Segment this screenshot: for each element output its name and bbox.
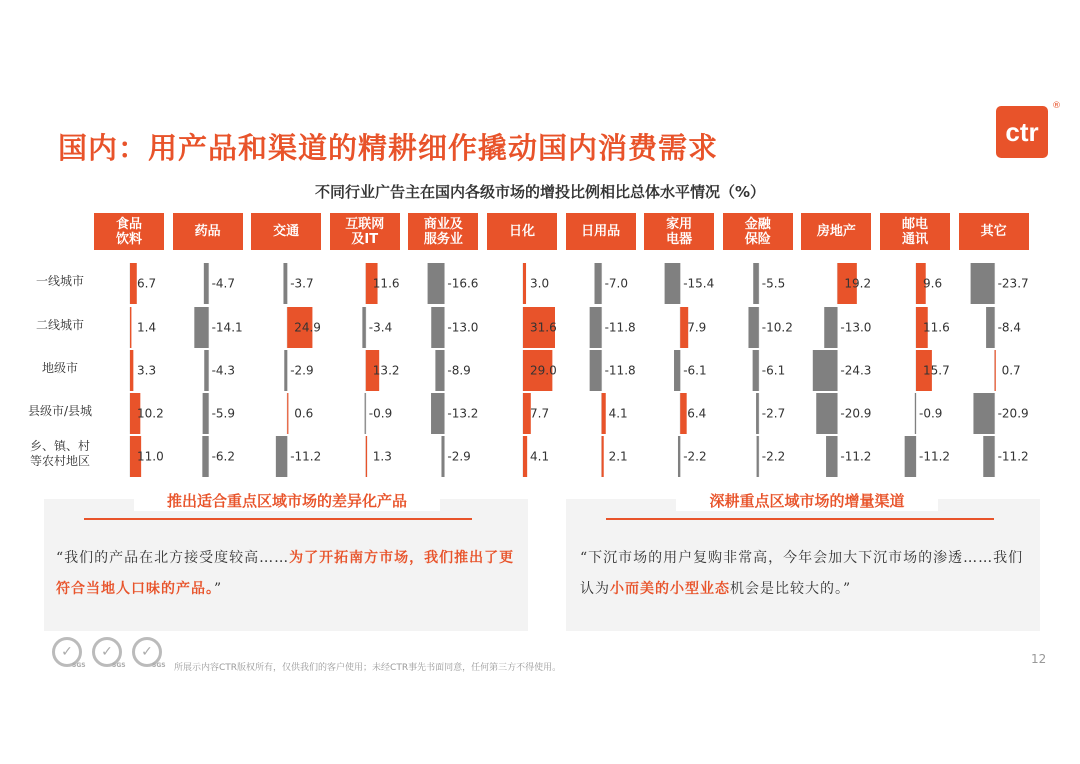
value-label: -6.1 [761, 363, 786, 378]
value-label: -2.7 [761, 406, 786, 421]
value-label: -7.0 [604, 276, 629, 291]
value-label: -11.8 [604, 363, 636, 378]
bar [813, 350, 838, 391]
bar [824, 307, 837, 348]
bar [428, 263, 445, 304]
value-label: -20.9 [840, 406, 872, 421]
value-label: 3.0 [530, 276, 550, 291]
bar [203, 393, 209, 434]
bar [283, 263, 287, 304]
sgs-seal-icon: ✓ [132, 637, 162, 667]
right-quote-highlight: 小而美的小型业态 [610, 581, 730, 597]
ctr-logo: ctr [996, 106, 1048, 158]
value-label: -10.2 [761, 320, 793, 335]
value-label: 11.0 [137, 449, 164, 464]
value-label: 7.7 [530, 406, 550, 421]
right-panel-title: 深耕重点区域市场的增量渠道 [676, 490, 938, 511]
bar [287, 393, 288, 434]
sgs-seal-label: SGS [152, 662, 166, 669]
value-label: -4.7 [211, 276, 236, 291]
page-number: 12 [1031, 652, 1047, 666]
value-label: -14.1 [211, 320, 243, 335]
category-label: 交通 [273, 224, 300, 239]
bar [756, 393, 759, 434]
value-label: 0.6 [294, 406, 314, 421]
bar [753, 350, 759, 391]
page-title: 国内：用产品和渠道的精耕细作撬动国内消费需求 [58, 131, 719, 165]
row-label: 一线城市 [35, 274, 84, 288]
bar [130, 350, 133, 391]
value-label: 19.2 [844, 276, 872, 291]
left-panel-underline [84, 518, 472, 520]
category-label: 食品 饮料 [115, 216, 142, 247]
value-label: -3.4 [368, 320, 393, 335]
category-label: 日化 [508, 224, 535, 239]
category-label: 药品 [194, 224, 221, 239]
left-quote-highlight: 为了开拓南方市场，我们推出了更符合当地人口味的产品。 [56, 550, 515, 597]
bar [284, 350, 287, 391]
value-label: -11.2 [290, 449, 322, 464]
value-label: 0.7 [1001, 363, 1021, 378]
value-label: -16.6 [447, 276, 479, 291]
value-label: -0.9 [919, 406, 943, 421]
bar [602, 393, 606, 434]
category-label: 邮电 通讯 [901, 216, 928, 247]
value-label: 4.1 [530, 449, 550, 464]
bar [590, 350, 602, 391]
value-label: -3.7 [290, 276, 314, 291]
value-label: -8.4 [997, 320, 1022, 335]
chart-title: 不同行业广告主在国内各级市场的增投比例相比总体水平情况（%） [314, 183, 766, 201]
value-label: 3.3 [137, 363, 157, 378]
value-label: 24.9 [294, 320, 321, 335]
value-label: 1.4 [137, 320, 157, 335]
value-label: 15.7 [923, 363, 950, 378]
bar [680, 393, 686, 434]
bar [431, 307, 444, 348]
value-label: 29.0 [530, 363, 557, 378]
bar [971, 263, 995, 304]
bar [674, 350, 680, 391]
value-label: -13.2 [447, 406, 479, 421]
left-quote-end: ” [214, 581, 223, 597]
category-label: 房地产 [816, 224, 856, 239]
value-label: -13.0 [447, 320, 479, 335]
bar [748, 307, 758, 348]
value-label: 31.6 [530, 320, 557, 335]
value-label: -20.9 [997, 406, 1029, 421]
bar [973, 393, 994, 434]
value-label: 4.1 [608, 406, 628, 421]
bar [678, 436, 680, 477]
value-label: -5.5 [761, 276, 786, 291]
category-label: 日用品 [581, 224, 621, 239]
category-label: 家用 电器 [666, 216, 693, 247]
value-label: 10.2 [137, 406, 164, 421]
bar [983, 436, 994, 477]
left-panel-title: 推出适合重点区域市场的差异化产品 [134, 490, 440, 511]
bar [595, 263, 602, 304]
right-quote-text: “下沉市场的用户复购非常高，今年会加大下沉市场的渗透……我们认为 [580, 550, 1024, 597]
bar [441, 436, 444, 477]
value-label: -11.8 [604, 320, 636, 335]
value-label: -24.3 [840, 363, 872, 378]
value-label: -2.2 [761, 449, 786, 464]
sgs-seal-label: SGS [112, 662, 126, 669]
value-label: -0.9 [368, 406, 393, 421]
bar [523, 263, 526, 304]
bar [204, 263, 209, 304]
sgs-seal-label: SGS [72, 662, 86, 669]
bar [995, 350, 996, 391]
bar [194, 307, 208, 348]
bar [665, 263, 681, 304]
bar [753, 263, 759, 304]
right-panel-underline [606, 518, 994, 520]
value-label: -2.9 [447, 449, 471, 464]
bar [130, 263, 137, 304]
bar [915, 393, 916, 434]
category-label: 金融 保险 [744, 216, 771, 247]
right-quote [580, 543, 1032, 605]
bar [204, 350, 208, 391]
value-label: -15.4 [683, 276, 715, 291]
value-label: 9.6 [923, 276, 943, 291]
value-label: -13.0 [840, 320, 872, 335]
category-label: 商业及 服务业 [423, 216, 463, 247]
row-label: 县级市/县城 [27, 404, 93, 418]
left-quote-text: “我们的产品在北方接受度较高…… [56, 550, 290, 566]
value-label: 11.6 [923, 320, 950, 335]
value-label: -2.2 [683, 449, 707, 464]
value-label: -6.1 [683, 363, 707, 378]
bar [435, 350, 444, 391]
row-label: 二线城市 [35, 318, 84, 332]
bar [366, 436, 367, 477]
right-quote-end: 机会是比较大的。” [730, 581, 852, 597]
copyright-footer: 所展示内容CTR版权所有，仅供我们的客户使用；未经CTR事先书面同意，任何第三方不得使用。 [174, 663, 562, 673]
value-label: -8.9 [447, 363, 471, 378]
bar [602, 436, 604, 477]
bar [130, 307, 131, 348]
value-label: 7.9 [687, 320, 707, 335]
bar [276, 436, 287, 477]
registered-mark: ® [1052, 101, 1061, 111]
value-label: -4.3 [211, 363, 236, 378]
row-label: 乡、镇、村 等农村地区 [29, 439, 90, 468]
bar [757, 436, 759, 477]
value-label: 1.3 [372, 449, 392, 464]
value-label: 11.6 [372, 276, 400, 291]
category-label: 互联网 及IT [345, 216, 385, 247]
bar [362, 307, 365, 348]
bar [905, 436, 916, 477]
bar [816, 393, 837, 434]
value-label: -11.2 [997, 449, 1029, 464]
left-quote [56, 543, 518, 605]
bar [431, 393, 444, 434]
category-label: 其它 [980, 224, 1007, 239]
value-label: -11.2 [919, 449, 951, 464]
value-label: -6.2 [211, 449, 236, 464]
row-label: 地级市 [41, 361, 78, 375]
value-label: -2.9 [290, 363, 314, 378]
bar [590, 307, 602, 348]
value-label: -23.7 [997, 276, 1029, 291]
bar [986, 307, 995, 348]
value-label: 2.1 [608, 449, 628, 464]
bar [523, 436, 527, 477]
sgs-seal-icon: ✓ [92, 637, 122, 667]
value-label: -5.9 [211, 406, 236, 421]
sgs-seal-icon: ✓ [52, 637, 82, 667]
bar [365, 393, 366, 434]
bar [202, 436, 208, 477]
value-label: 13.2 [372, 363, 400, 378]
value-label: 6.7 [137, 276, 157, 291]
value-label: -11.2 [840, 449, 872, 464]
value-label: 6.4 [687, 406, 707, 421]
bar [826, 436, 837, 477]
